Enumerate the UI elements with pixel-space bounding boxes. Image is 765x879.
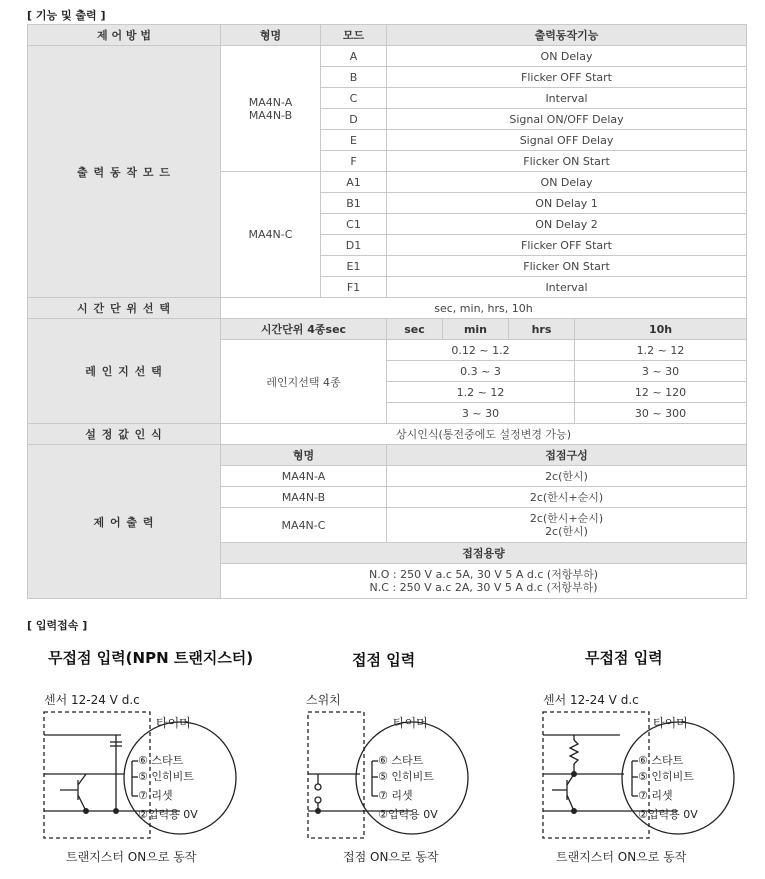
range-header-min: min <box>443 319 509 340</box>
pin-reset: ⑦ 리셋 <box>138 789 173 802</box>
function-cell: Signal OFF Delay <box>387 130 747 151</box>
mode-cell: A <box>321 46 387 67</box>
diagram-caption: 접점 ON으로 동작 <box>343 850 439 864</box>
function-cell: ON Delay 1 <box>387 193 747 214</box>
section-functions-heading: [ 기능 및 출력 ] <box>27 9 106 22</box>
capacity-value: N.O : 250 V a.c 5A, 30 V 5 A d.c (저항부하) N.C : 250 V a.c 2A, 30 V 5 A d.c (저항부하) <box>221 564 747 599</box>
mode-cell: B1 <box>321 193 387 214</box>
mode-cell: F <box>321 151 387 172</box>
function-cell: Interval <box>387 277 747 298</box>
header-function: 출력동작기능 <box>387 25 747 46</box>
output-contact: 2c(한시) <box>387 466 747 487</box>
time-unit-value: sec, min, hrs, 10h <box>221 298 747 319</box>
range-value-a: 3 ~ 30 <box>387 403 575 424</box>
range-value-b: 1.2 ~ 12 <box>575 340 747 361</box>
pin-input-0v: ②입력용 0V <box>638 808 698 821</box>
mode-cell: E1 <box>321 256 387 277</box>
pin-inhibit: ⑤ 인히비트 <box>138 770 194 783</box>
range-label: 레 인 지 선 택 <box>28 319 221 424</box>
group2-model: MA4N-C <box>221 172 321 298</box>
mode-cell: C <box>321 88 387 109</box>
function-cell: Signal ON/OFF Delay <box>387 109 747 130</box>
input-wiring-diagrams <box>0 670 765 879</box>
supply-label: 스위치 <box>306 693 341 707</box>
pin-input-0v: ②입력용 0V <box>378 808 438 821</box>
function-cell: Flicker OFF Start <box>387 67 747 88</box>
pin-start: ⑥ 스타트 <box>638 754 684 767</box>
range-header-hrs: hrs <box>509 319 575 340</box>
section-input-heading: [ 입력접속 ] <box>27 619 88 632</box>
range-header-sec: sec <box>387 319 443 340</box>
mode-label: 출 력 동 작 모 드 <box>28 46 221 298</box>
output-model: MA4N-B <box>221 487 387 508</box>
output-contact: 2c(한시+순시) <box>387 487 747 508</box>
range-value-b: 3 ~ 30 <box>575 361 747 382</box>
function-cell: ON Delay <box>387 172 747 193</box>
supply-label: 센서 12-24 V d.c <box>44 693 140 707</box>
timer-label: 타이머 <box>156 716 191 730</box>
pin-reset: ⑦ 리셋 <box>378 789 413 802</box>
supply-label: 센서 12-24 V d.c <box>543 693 639 707</box>
range-desc: 레인지선택 4종 <box>221 340 387 424</box>
time-unit-label: 시 간 단 위 선 택 <box>28 298 221 319</box>
capacity-header: 접점용량 <box>221 543 747 564</box>
range-header-10h: 10h <box>575 319 747 340</box>
output-header-model: 형명 <box>221 445 387 466</box>
function-cell: Interval <box>387 88 747 109</box>
mode-cell: D1 <box>321 235 387 256</box>
function-cell: ON Delay <box>387 46 747 67</box>
range-value-b: 30 ~ 300 <box>575 403 747 424</box>
setting-label: 설 정 값 인 식 <box>28 424 221 445</box>
diagram-caption: 트랜지스터 ON으로 동작 <box>556 850 687 864</box>
sensor-box <box>44 712 150 838</box>
pin-start: ⑥ 스타트 <box>378 754 424 767</box>
range-value-a: 1.2 ~ 12 <box>387 382 575 403</box>
pin-inhibit: ⑤ 인히비트 <box>638 770 694 783</box>
output-label: 제 어 출 력 <box>28 445 221 599</box>
header-mode: 모드 <box>321 25 387 46</box>
function-cell: Flicker ON Start <box>387 151 747 172</box>
group1-model: MA4N-A MA4N-B <box>221 46 321 172</box>
diagram-title-contact: 접점 입력 <box>352 651 416 669</box>
pullup-resistor <box>570 740 578 764</box>
mode-cell: D <box>321 109 387 130</box>
pin-inhibit: ⑤ 인히비트 <box>378 770 434 783</box>
mode-cell: C1 <box>321 214 387 235</box>
range-value-a: 0.3 ~ 3 <box>387 361 575 382</box>
sensor-box <box>543 712 649 838</box>
setting-value: 상시인식(통전중에도 설정변경 가능) <box>221 424 747 445</box>
timer-label: 타이머 <box>393 716 428 730</box>
mode-cell: E <box>321 130 387 151</box>
function-cell: Flicker OFF Start <box>387 235 747 256</box>
range-header-unit: 시간단위 4종sec <box>221 319 387 340</box>
diagram-title-npn: 무접점 입력(NPN 트랜지스터) <box>48 649 254 667</box>
output-model: MA4N-A <box>221 466 387 487</box>
output-model: MA4N-C <box>221 508 387 543</box>
range-value-b: 12 ~ 120 <box>575 382 747 403</box>
function-cell: Flicker ON Start <box>387 256 747 277</box>
pin-start: ⑥ 스타트 <box>138 754 184 767</box>
spec-table <box>27 24 747 599</box>
function-cell: ON Delay 2 <box>387 214 747 235</box>
output-contact: 2c(한시+순시) 2c(한시) <box>387 508 747 543</box>
header-control: 제 어 방 법 <box>28 25 221 46</box>
timer-label: 타이머 <box>653 716 688 730</box>
range-value-a: 0.12 ~ 1.2 <box>387 340 575 361</box>
output-header-contact: 접점구성 <box>387 445 747 466</box>
mode-cell: B <box>321 67 387 88</box>
mode-cell: A1 <box>321 172 387 193</box>
pin-input-0v: ②입력용 0V <box>138 808 198 821</box>
diagram-caption: 트랜지스터 ON으로 동작 <box>66 850 197 864</box>
diagram-title-solid: 무접점 입력 <box>585 649 663 667</box>
header-model: 형명 <box>221 25 321 46</box>
pin-reset: ⑦ 리셋 <box>638 789 673 802</box>
mode-cell: F1 <box>321 277 387 298</box>
